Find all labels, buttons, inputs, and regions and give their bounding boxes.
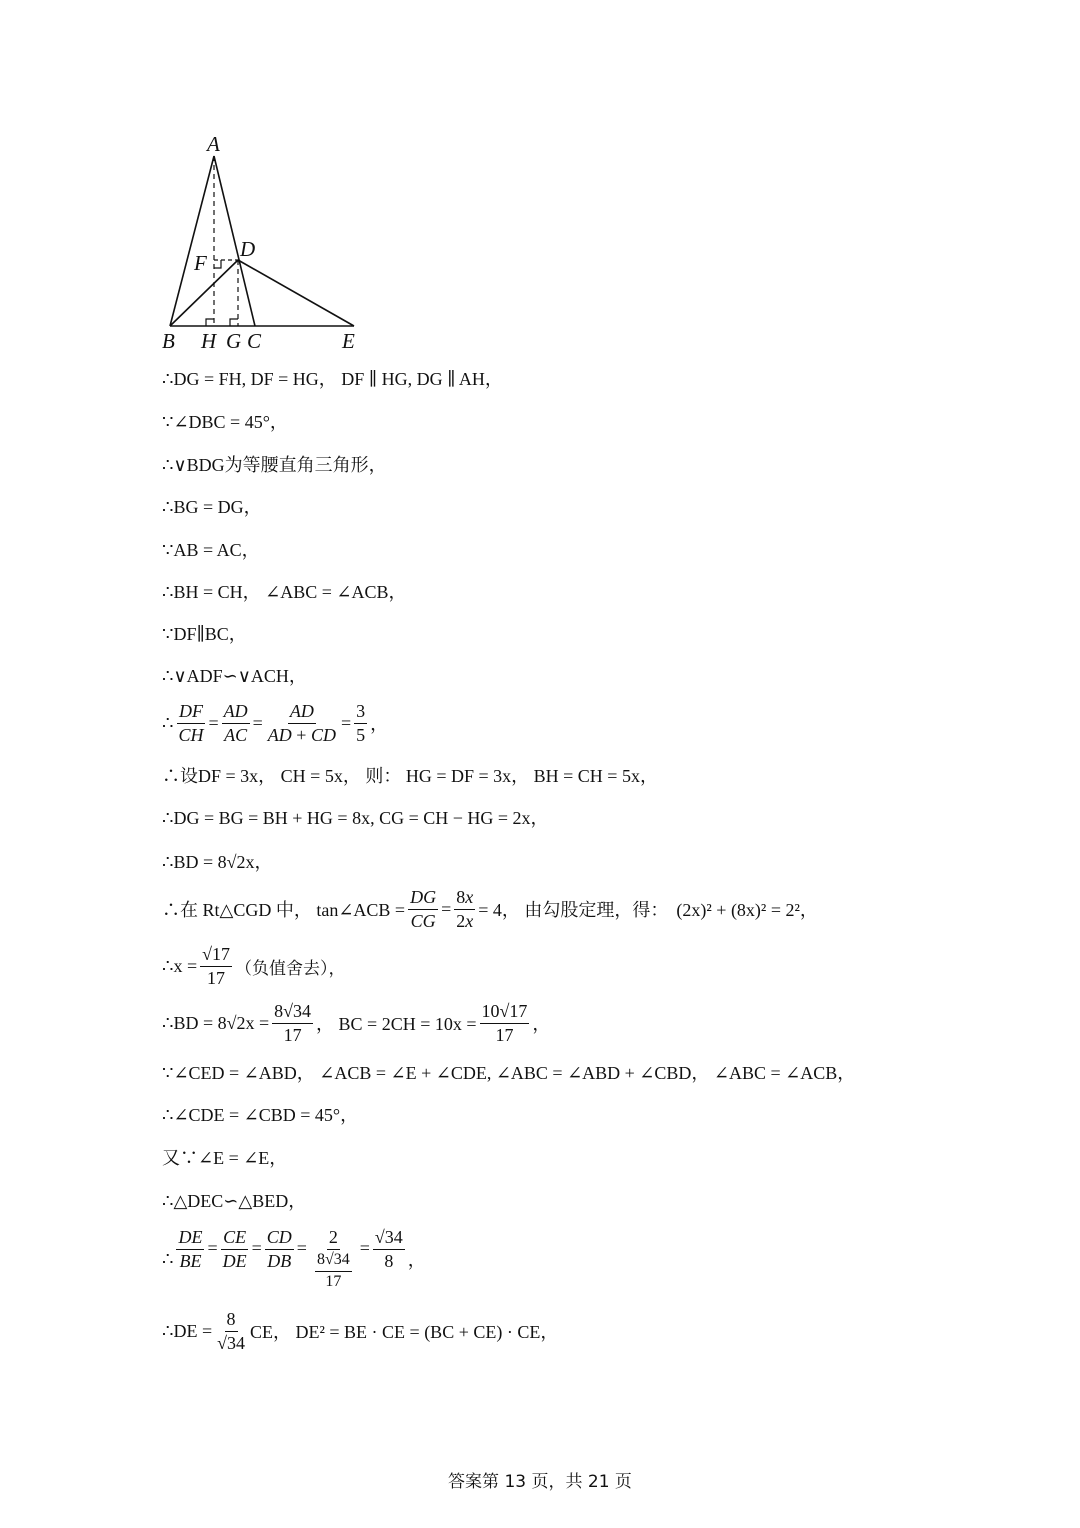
equals-sign: = (441, 898, 452, 919)
frac-den: 17 (495, 1024, 514, 1045)
frac-num: 2 (327, 1228, 340, 1250)
fraction-bc-value (480, 1002, 530, 1045)
proof-line-12: ∴BD = 8√2x， (162, 852, 273, 872)
frac-num: 3 (354, 702, 367, 724)
ratio-group (173, 1228, 425, 1290)
label-A: A (207, 132, 220, 156)
frac-num: √34 (373, 1228, 405, 1250)
proof-line-5: ∵AB = AC， (162, 540, 260, 560)
formula-mid: ， BC = 2CH = 10x = (316, 1014, 477, 1035)
frac-num: 8√34 (272, 1002, 313, 1024)
frac-den: AC (224, 724, 248, 745)
proof-line-8: ∴∨ADF∽∨ACH， (162, 666, 307, 686)
frac-den: 17 (283, 1024, 302, 1045)
label-H: H (201, 329, 217, 353)
frac-den: 8 (384, 1250, 394, 1271)
label-C: C (247, 329, 262, 353)
frac-den: 17 (207, 967, 226, 988)
fraction-nested (310, 1228, 357, 1290)
triangle-diagram (150, 128, 380, 354)
label-D: D (240, 237, 256, 261)
frac-den: √34 (217, 1332, 245, 1353)
equals-sign: = (252, 712, 263, 733)
formula-mid: = 4， 由勾股定理，得： (478, 900, 669, 921)
fraction-dg-cg (408, 888, 438, 931)
formula-x-line (162, 945, 346, 988)
formula-tail: (2x)² + (8x)² = 2²， (676, 900, 818, 921)
proof-line-15: ∵∠CED = ∠ABD， ∠ACB = ∠E + ∠CDE, ∠ABC = ∠ABD + ∠CBD， ∠ABC = ∠ACB， (162, 1063, 856, 1083)
formula-suffix: ， (407, 1250, 426, 1270)
page-footer: 答案第 13 页，共 21 页 (448, 1472, 632, 1492)
frac-den (310, 1250, 357, 1291)
right-angle-H (206, 319, 214, 326)
equals-sign: = (359, 1238, 370, 1258)
fraction-x-value (200, 945, 232, 988)
frac-den: 2x (456, 910, 474, 931)
fraction-df-ch (176, 702, 205, 745)
proof-line-10: ∴设DF = 3x， CH = 5x， 则： HG = DF = 3x， BH = CH = 5x， (162, 766, 658, 786)
fraction-inner (315, 1252, 352, 1291)
label-F: F (194, 251, 207, 275)
frac-num: DE (176, 1228, 204, 1250)
frac-num: 8√34 (315, 1252, 352, 1272)
proof-line-3: ∴∨BDG为等腰直角三角形， (162, 455, 387, 475)
formula-mid: CE， DE² = BE · CE = (BC + CE) · CE， (250, 1322, 559, 1343)
formula-de-ratio-line (162, 1228, 426, 1290)
frac-num: 8x (454, 888, 475, 910)
fraction-cd-db (265, 1228, 294, 1271)
formula-note: （负值舍去）， (235, 958, 346, 979)
proof-line-2: ∵∠DBC = 45°， (162, 412, 288, 432)
frac-den: CG (410, 910, 436, 931)
frac-den: AD + CD (267, 724, 336, 745)
fraction-ad-ac (222, 702, 250, 745)
formula-prefix: ∴ (162, 712, 174, 733)
frac-den: DB (267, 1250, 292, 1271)
proof-line-17: 又∵∠E = ∠E， (162, 1148, 288, 1168)
frac-den: 17 (325, 1272, 342, 1290)
frac-num: AD (288, 702, 316, 724)
fraction-bd-value (272, 1002, 313, 1045)
frac-num: CD (265, 1228, 294, 1250)
geometry-figure (150, 128, 380, 354)
formula-prefix: ∴在 Rt△CGD 中， tan∠ACB = (162, 900, 406, 921)
formula-de-line (162, 1310, 558, 1353)
equals-sign: = (296, 1238, 307, 1258)
proof-line-7: ∵DF∥BC， (162, 624, 247, 644)
frac-num: 8 (225, 1310, 238, 1332)
label-E: E (342, 329, 355, 353)
fraction-8-sqrt34 (215, 1310, 247, 1353)
fraction-3-5 (354, 702, 367, 745)
segment-DE (238, 260, 354, 326)
label-G: G (226, 329, 242, 353)
formula-ratio-line (162, 702, 388, 745)
frac-den: BE (179, 1250, 202, 1271)
formula-prefix: ∴DE = (162, 1320, 213, 1341)
formula-prefix: ∴x = (162, 955, 198, 976)
frac-den: 5 (356, 724, 366, 745)
right-angle-F (214, 260, 221, 268)
formula-suffix: ， (532, 1014, 551, 1035)
fraction-ad-adcd (266, 702, 338, 745)
proof-line-1: ∴DG = FH, DF = HG， DF ∥ HG, DG ∥ AH， (162, 369, 503, 389)
frac-num: AD (222, 702, 250, 724)
fraction-de-be (176, 1228, 204, 1271)
proof-line-11: ∴DG = BG = BH + HG = 8x, CG = CH − HG = 2x， (162, 808, 549, 828)
frac-num: √17 (200, 945, 232, 967)
formula-suffix: ， (370, 714, 389, 735)
equals-sign: = (207, 1238, 218, 1258)
equals-sign: = (340, 712, 352, 733)
formula-tan-line (162, 888, 818, 931)
frac-den: CH (178, 724, 204, 745)
proof-line-4: ∴BG = DG， (162, 497, 262, 517)
fraction-ce-de (221, 1228, 249, 1271)
equals-sign: = (208, 712, 219, 733)
frac-num: CE (221, 1228, 248, 1250)
frac-num: 10√17 (480, 1002, 530, 1024)
frac-num: DG (408, 888, 438, 910)
segment-AB (170, 156, 214, 326)
formula-prefix: ∴BD = 8√2x = (162, 1012, 270, 1033)
formula-bd-bc-line (162, 1002, 550, 1045)
proof-line-18: ∴△DEC∽△BED， (162, 1191, 307, 1211)
right-angle-G (230, 319, 238, 326)
formula-prefix: ∴ (162, 1248, 174, 1269)
label-B: B (162, 329, 175, 353)
frac-den: DE (222, 1250, 247, 1271)
proof-line-16: ∴∠CDE = ∠CBD = 45°， (162, 1105, 359, 1125)
fraction-sqrt34-8 (373, 1228, 405, 1271)
frac-num: DF (177, 702, 205, 724)
equals-sign: = (251, 1238, 262, 1258)
fraction-8x-2x (454, 888, 475, 931)
proof-line-6: ∴BH = CH， ∠ABC = ∠ACB， (162, 582, 407, 602)
